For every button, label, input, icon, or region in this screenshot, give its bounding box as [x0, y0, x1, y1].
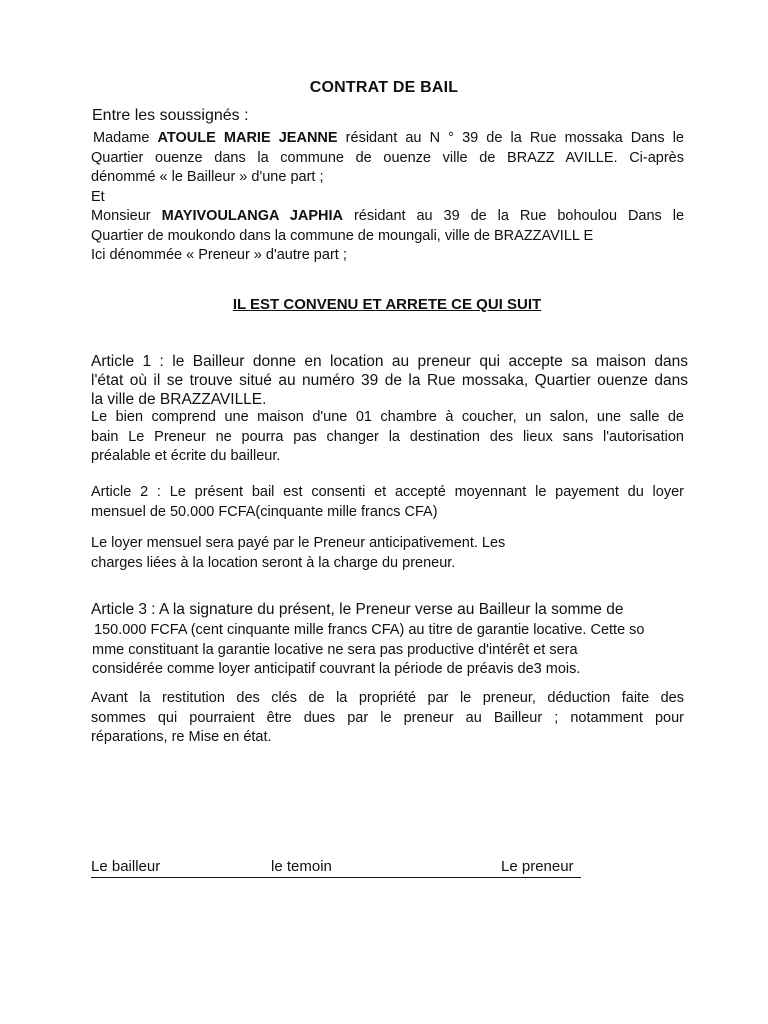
article-1-p2-line-1: Le bien comprend une maison d'une 01 chambre à coucher, un salon, une salle de [91, 409, 684, 425]
article-1-line-2: l'état où il se trouve situé au numéro 39 de la Rue mossaka, Quartier ouenze dans [91, 372, 688, 389]
signature-bailleur: Le bailleur [91, 858, 161, 875]
preneur-name: MAYIVOULANGA JAPHIA [161, 208, 344, 224]
article-3-line-1-block [91, 600, 691, 619]
signature-line [91, 857, 581, 878]
article-3-line-3: mme constituant la garantie locative ne sera pas productive d'intérêt et sera [92, 641, 578, 658]
bailleur-line-1: Madame ATOULE MARIE JEANNE résidant au N ° 39 de la Rue mossaka Dans le [93, 130, 684, 146]
article-3-line-4: considérée comme loyer anticipatif couvrant la période de préavis de3 mois. [92, 661, 581, 677]
preneur-line-1: Monsieur MAYIVOULANGA JAPHIA résidant au 39 de la Rue bohoulou Dans le [91, 208, 685, 224]
article-3-paragraph-2 [91, 689, 684, 748]
et-line: Et [91, 188, 105, 205]
intro-line: Entre les soussignés : [92, 107, 249, 124]
article-1-paragraph-2 [91, 408, 684, 467]
article-1-line-3: la ville de BRAZZAVILLE. [91, 391, 267, 408]
article-2-paragraph-2 [91, 534, 684, 573]
bailleur-line-2: Quartier ouenze dans la commune de ouenze ville de BRAZZ AVILLE. Ci-après [91, 149, 684, 166]
article-1-p2-line-2: bain Le Preneur ne pourra pas changer la destination des lieux sans l'autorisation [91, 428, 684, 445]
document-title: CONTRAT DE BAIL [309, 79, 459, 96]
parties-block [91, 129, 684, 266]
article-2-line-2: mensuel de 50.000 FCFA(cinquante mille francs CFA) [91, 503, 438, 520]
article-3-line-1: Article 3 : A la signature du présent, le Preneur verse au Bailleur la somme de [91, 601, 624, 618]
article-1-p2-line-3: préalable et écrite du bailleur. [91, 448, 281, 464]
article-1-line-1: Article 1 : le Bailleur donne en location au preneur qui accepte sa maison dans [91, 353, 688, 370]
preneur-line-3: Ici dénommée « Preneur » d'autre part ; [91, 247, 347, 263]
article-1 [91, 352, 688, 409]
bailleur-line-3: dénommé « le Bailleur » d'une part ; [91, 169, 324, 185]
preneur-line-2: Quartier de moukondo dans la commune de moungali, ville de BRAZZAVILL E [91, 227, 594, 244]
section-heading: IL EST CONVENU ET ARRETE CE QUI SUIT [232, 296, 542, 313]
article-2-p2-line-2: charges liées à la location seront à la charge du preneur. [91, 554, 456, 571]
article-2-p2-line-1: Le loyer mensuel sera payé par le Preneur anticipativement. Les [91, 535, 506, 551]
article-2 [91, 483, 684, 522]
article-3-line-2: 150.000 FCFA (cent cinquante mille francs CFA) au titre de garantie locative. Cette so [94, 622, 645, 638]
article-3-p2-line-3: réparations, re Mise en état. [91, 729, 272, 745]
signature-temoin: le temoin [271, 858, 332, 875]
article-2-line-1: Article 2 : Le présent bail est consenti et accepté moyennant le payement du loyer [91, 484, 684, 500]
bailleur-name: ATOULE MARIE JEANNE [157, 130, 338, 146]
article-3-p2-line-2: sommes qui pourraient être dues par le preneur au Bailleur ; notamment pour [91, 709, 684, 726]
article-3-p2-line-1: Avant la restitution des clés de la propriété par le preneur, déduction faite des [91, 690, 684, 706]
signature-preneur: Le preneur [501, 858, 574, 875]
article-3 [92, 621, 685, 680]
